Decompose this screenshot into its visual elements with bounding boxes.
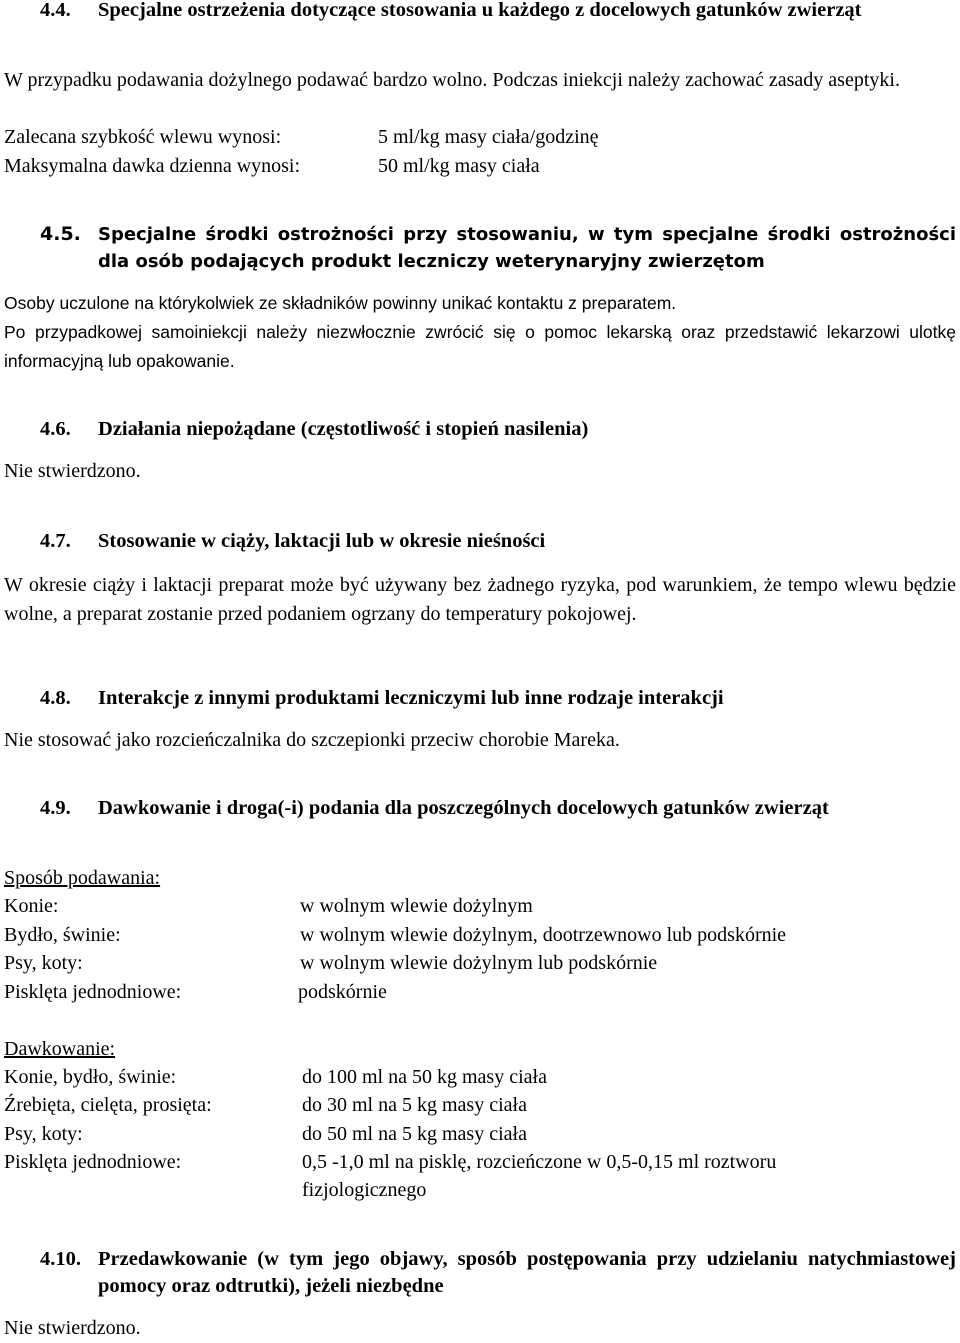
paragraph-4-5-a: Osoby uczulone na którykolwiek ze składników powinny unikać kontaktu z preparatem. (4, 293, 677, 313)
section-number: 4.6. (40, 418, 71, 440)
section-number: 4.10. (40, 1248, 81, 1270)
species-label: Psy, koty: (4, 1123, 83, 1145)
species-label: Konie: (4, 895, 59, 917)
paragraph-4-4: W przypadku podawania dożylnego podawać bardzo wolno. Podczas iniekcji należy zachować zasady aseptyki. (4, 69, 900, 91)
paragraph-4-10: Nie stwierdzono. (4, 1317, 141, 1339)
section-title: Specjalne środki ostrożności przy stosowaniu, w tym specjalne środki ostrożności dla osób podających produkt leczniczy weterynaryjny zwierzętom (98, 224, 956, 272)
dose-value: do 30 ml na 5 kg masy ciała (302, 1094, 527, 1116)
paragraph-4-5-b: Po przypadkowej samoiniekcji należy niezwłocznie zwrócić się o pomoc lekarską oraz przedstawić lekarzowi ulotkę informacyjną lub opakowanie. (4, 322, 956, 371)
route-value: w wolnym wlewie dożylnym lub podskórnie (300, 952, 658, 974)
species-label: Konie, bydło, świnie: (4, 1066, 177, 1088)
section-title: Przedawkowanie (w tym jego objawy, sposób postępowania przy udzielaniu natychmiastowej pomocy oraz odtrutki), jeżeli niezbędne (98, 1248, 956, 1297)
route-value: w wolnym wlewie dożylnym (300, 895, 533, 917)
section-title: Dawkowanie i droga(-i) podania dla poszczególnych docelowych gatunków zwierząt (98, 797, 829, 819)
paragraph-4-6: Nie stwierdzono. (4, 460, 141, 482)
section-number: 4.9. (40, 797, 71, 819)
section-number: 4.8. (40, 687, 71, 709)
section-title: Interakcje z innymi produktami leczniczymi lub inne rodzaje interakcji (98, 687, 724, 709)
paragraph-4-7: W okresie ciąży i laktacji preparat może być używany bez żadnego ryzyka, pod warunkiem, że tempo wlewu będzie wolne, a preparat zostanie przed podaniem ogrzany do temperatury pokojowej. (4, 574, 956, 625)
section-number: 4.7. (40, 530, 71, 552)
param-label: Maksymalna dawka dzienna wynosi: (4, 155, 301, 177)
dose-heading: Dawkowanie: (4, 1038, 116, 1060)
species-label: Pisklęta jednodniowe: (4, 1151, 182, 1173)
param-label: Zalecana szybkość wlewu wynosi: (4, 126, 282, 148)
species-label: Psy, koty: (4, 952, 83, 974)
param-value: 50 ml/kg masy ciała (378, 155, 540, 177)
dose-value: 0,5 -1,0 ml na pisklę, rozcieńczone w 0,5-0,15 ml roztworu fizjologicznego (302, 1151, 777, 1201)
dose-value: do 100 ml na 50 kg masy ciała (302, 1066, 547, 1088)
section-number: 4.4. (40, 0, 71, 21)
param-value: 5 ml/kg masy ciała/godzinę (378, 126, 599, 148)
section-title: Specjalne ostrzeżenia dotyczące stosowania u każdego z docelowych gatunków zwierząt (98, 0, 862, 21)
species-label: Pisklęta jednodniowe: (4, 981, 182, 1003)
route-heading: Sposób podawania: (4, 867, 161, 889)
section-title: Stosowanie w ciąży, laktacji lub w okresie nieśności (98, 530, 546, 552)
route-value: podskórnie (298, 981, 387, 1003)
paragraph-4-8: Nie stosować jako rozcieńczalnika do szczepionki przeciw chorobie Mareka. (4, 729, 620, 751)
section-title: Działania niepożądane (częstotliwość i stopień nasilenia) (98, 418, 589, 440)
section-number: 4.5. (40, 223, 81, 245)
dose-value: do 50 ml na 5 kg masy ciała (302, 1123, 527, 1145)
species-label: Źrebięta, cielęta, prosięta: (4, 1094, 212, 1116)
route-value: w wolnym wlewie dożylnym, dootrzewnowo lub podskórnie (300, 924, 787, 946)
species-label: Bydło, świnie: (4, 924, 121, 946)
